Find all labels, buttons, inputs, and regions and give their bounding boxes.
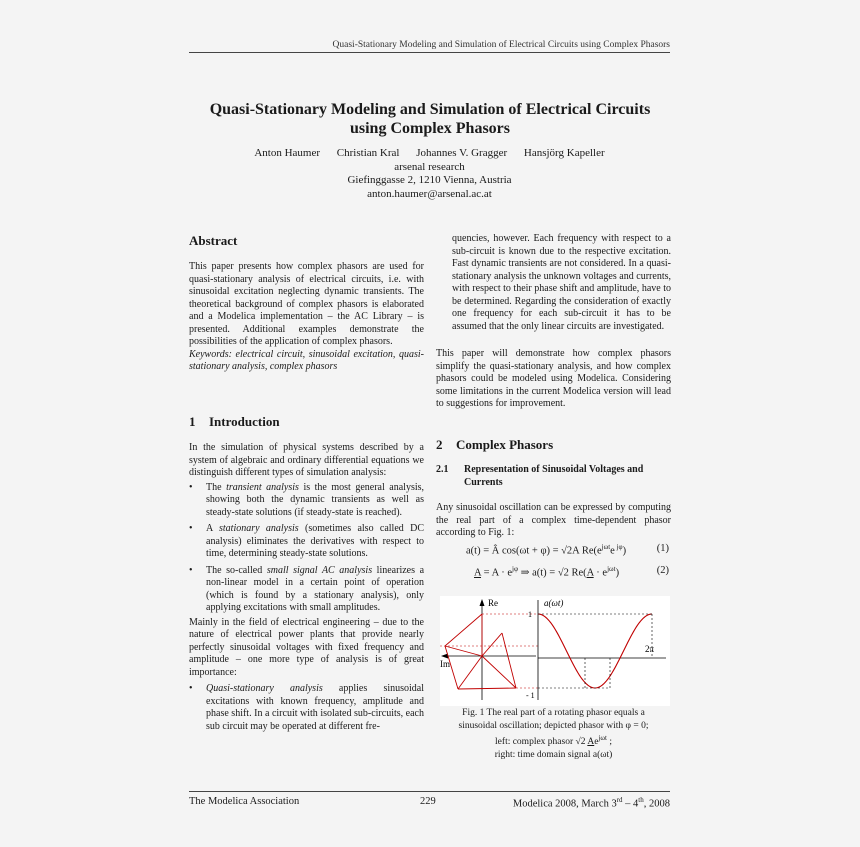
continued-text: quencies, however. Each frequency with respect to a sub-circuit is known due to the respective excitation. Fast dynamic transients are not considered. In a quasi-stationary analysis the unknown voltages and currents, with respect to their phase shift and amplitude, have to be determined. Regarding the consideration of exactly one frequency for each sub-circuit it has to be assumed that the only linear circuits are investigated. (452, 233, 671, 332)
section-title: Introduction (209, 414, 280, 429)
keywords: Keywords: electrical circuit, sinusoidal excitation, quasi-stationary analysis, complex phasors (189, 348, 424, 372)
bullet-icon: • (189, 564, 193, 576)
author-block (189, 147, 670, 201)
title-line-1: Quasi-Stationary Modeling and Simulation of Electrical Circuits (209, 101, 651, 118)
email: anton.haumer@arsenal.ac.at (367, 187, 492, 200)
tick-label-two-pi: 2π (645, 644, 655, 654)
equation-2 (436, 565, 671, 581)
im-axis-label: Im (440, 659, 450, 669)
tick-label-one: 1 (528, 610, 532, 619)
section-title: Complex Phasors (456, 437, 554, 452)
affiliation: arsenal research (394, 160, 465, 173)
author-name: Christian Kral (336, 147, 400, 159)
subsection-number: 2.1 (436, 464, 449, 475)
section-2-paragraph: Any sinusoidal oscillation can be expressed by computing the real part of a complex time-dependent phasor according to Fig. 1: (436, 502, 671, 538)
equation-body: a(t) = Â cos(ωt + φ) = √2A $Re(e^{j\omega t}e$ $^{j\varphi}$) (466, 543, 627, 557)
section-number: 2 (436, 437, 443, 452)
header-rule (189, 52, 670, 53)
figure-1-phasor-diagram (440, 596, 670, 706)
intro-paragraph: Mainly in the field of electrical engineering – due to the nature of electrical power plants that provide nearly perfectly sinusoidal voltages with fixed frequency and amplitude – one more type of analysis is of great importance: (189, 616, 424, 678)
address: Giefinggasse 2, 1210 Vienna, Austria (347, 174, 512, 186)
author-name: Johannes V. Gragger (416, 147, 508, 159)
re-axis-label: Re (488, 598, 498, 608)
figure-1-caption: Fig. 1 The real part of a rotating phasor equals a sinusoidal oscillation; depicted phasor with φ = 0; left: complex phasor √2 $Ae^{j\omega t}$ ; right: time domain signal a(ωt) (458, 708, 649, 760)
section-number: 1 (189, 414, 196, 429)
paper-title (170, 100, 690, 138)
author-names (189, 147, 670, 161)
footer-right: Modelica 2008, March 3rd – 4th, 2008 (512, 796, 670, 810)
section-1-heading (189, 414, 280, 430)
intro-paragraph: In the simulation of physical systems described by a system of algebraic and ordinary differential equations we distinguish different types of simulation analysis: (189, 442, 424, 478)
abstract-text: This paper presents how complex phasors are used for quasi-stationary analysis of electrical circuits, i.e. with sinusoidal excitation neglecting dynamic transients. The theoretical background of complex phasors is elaborated and a Modelica implementation – the AC Library – is presented. Additional examples demonstrate the possibilities of the application of complex phasors. (189, 261, 424, 347)
tick-label-minus-one: - 1 (526, 691, 535, 700)
amplitude-axis-label: a(ωt) (544, 598, 564, 608)
equation-number: (2) (656, 565, 669, 576)
intro-body (189, 442, 424, 733)
bullet-icon: • (189, 523, 193, 534)
bullet-icon: • (189, 683, 193, 694)
section-2-heading (436, 437, 553, 453)
list-item: • Quasi-stationary analysis applies sinusoidal excitations with known frequency, amplitude and phase shift. In a circuit with isolated sub-circuits, each sub circuit may be operated at different fre- (189, 683, 424, 732)
list-item: • The so-called small signal AC analysis linearizes a non-linear model in a certain point of operation (which is found by a stationary analysis), only applying excitations with small amplitudes. (189, 564, 425, 613)
author-name: Hansjörg Kapeller (523, 147, 605, 159)
list-item: • The transient analysis is the most general analysis, showing both the dynamic transients as well as steady-state solutions (if steady-state is reached). (189, 481, 425, 518)
running-head: Quasi-Stationary Modeling and Simulation of Electrical Circuits using Complex Phasors (332, 40, 670, 50)
right-column-paragraph: This paper will demonstrate how complex phasors simplify the quasi-stationary analysis, and how complex phasors could be modeled using Modelica. Considering some limitations in the current Modelica version will lead to suggestions for improvement. (436, 348, 671, 409)
author-name: Anton Haumer (254, 147, 321, 159)
equation-body: $A = A \cdot e^{j\varphi}$ ⇒ a(t) = √2 $Re(A \cdot e^{j\omega t})$ (474, 565, 620, 579)
list-item: • A stationary analysis (sometimes also called DC analysis) eliminates the derivatives with respect to time, determining steady-state solutions. (189, 523, 424, 559)
footer-rule (189, 791, 670, 792)
title-line-2: using Complex Phasors (349, 120, 511, 137)
figure-background (440, 596, 670, 706)
abstract-heading: Abstract (189, 233, 238, 248)
subsection-title: Representation of Sinusoidal Voltages and Currents (464, 464, 644, 488)
subsection-2-1-heading (436, 464, 671, 489)
equation-number: (1) (656, 543, 669, 554)
footer-left: The Modelica Association (189, 796, 300, 807)
page-number: 229 (420, 796, 436, 807)
right-column-continuation (452, 233, 671, 333)
equation-1 (436, 543, 671, 559)
bullet-icon: • (189, 481, 193, 493)
abstract-body (189, 261, 424, 374)
